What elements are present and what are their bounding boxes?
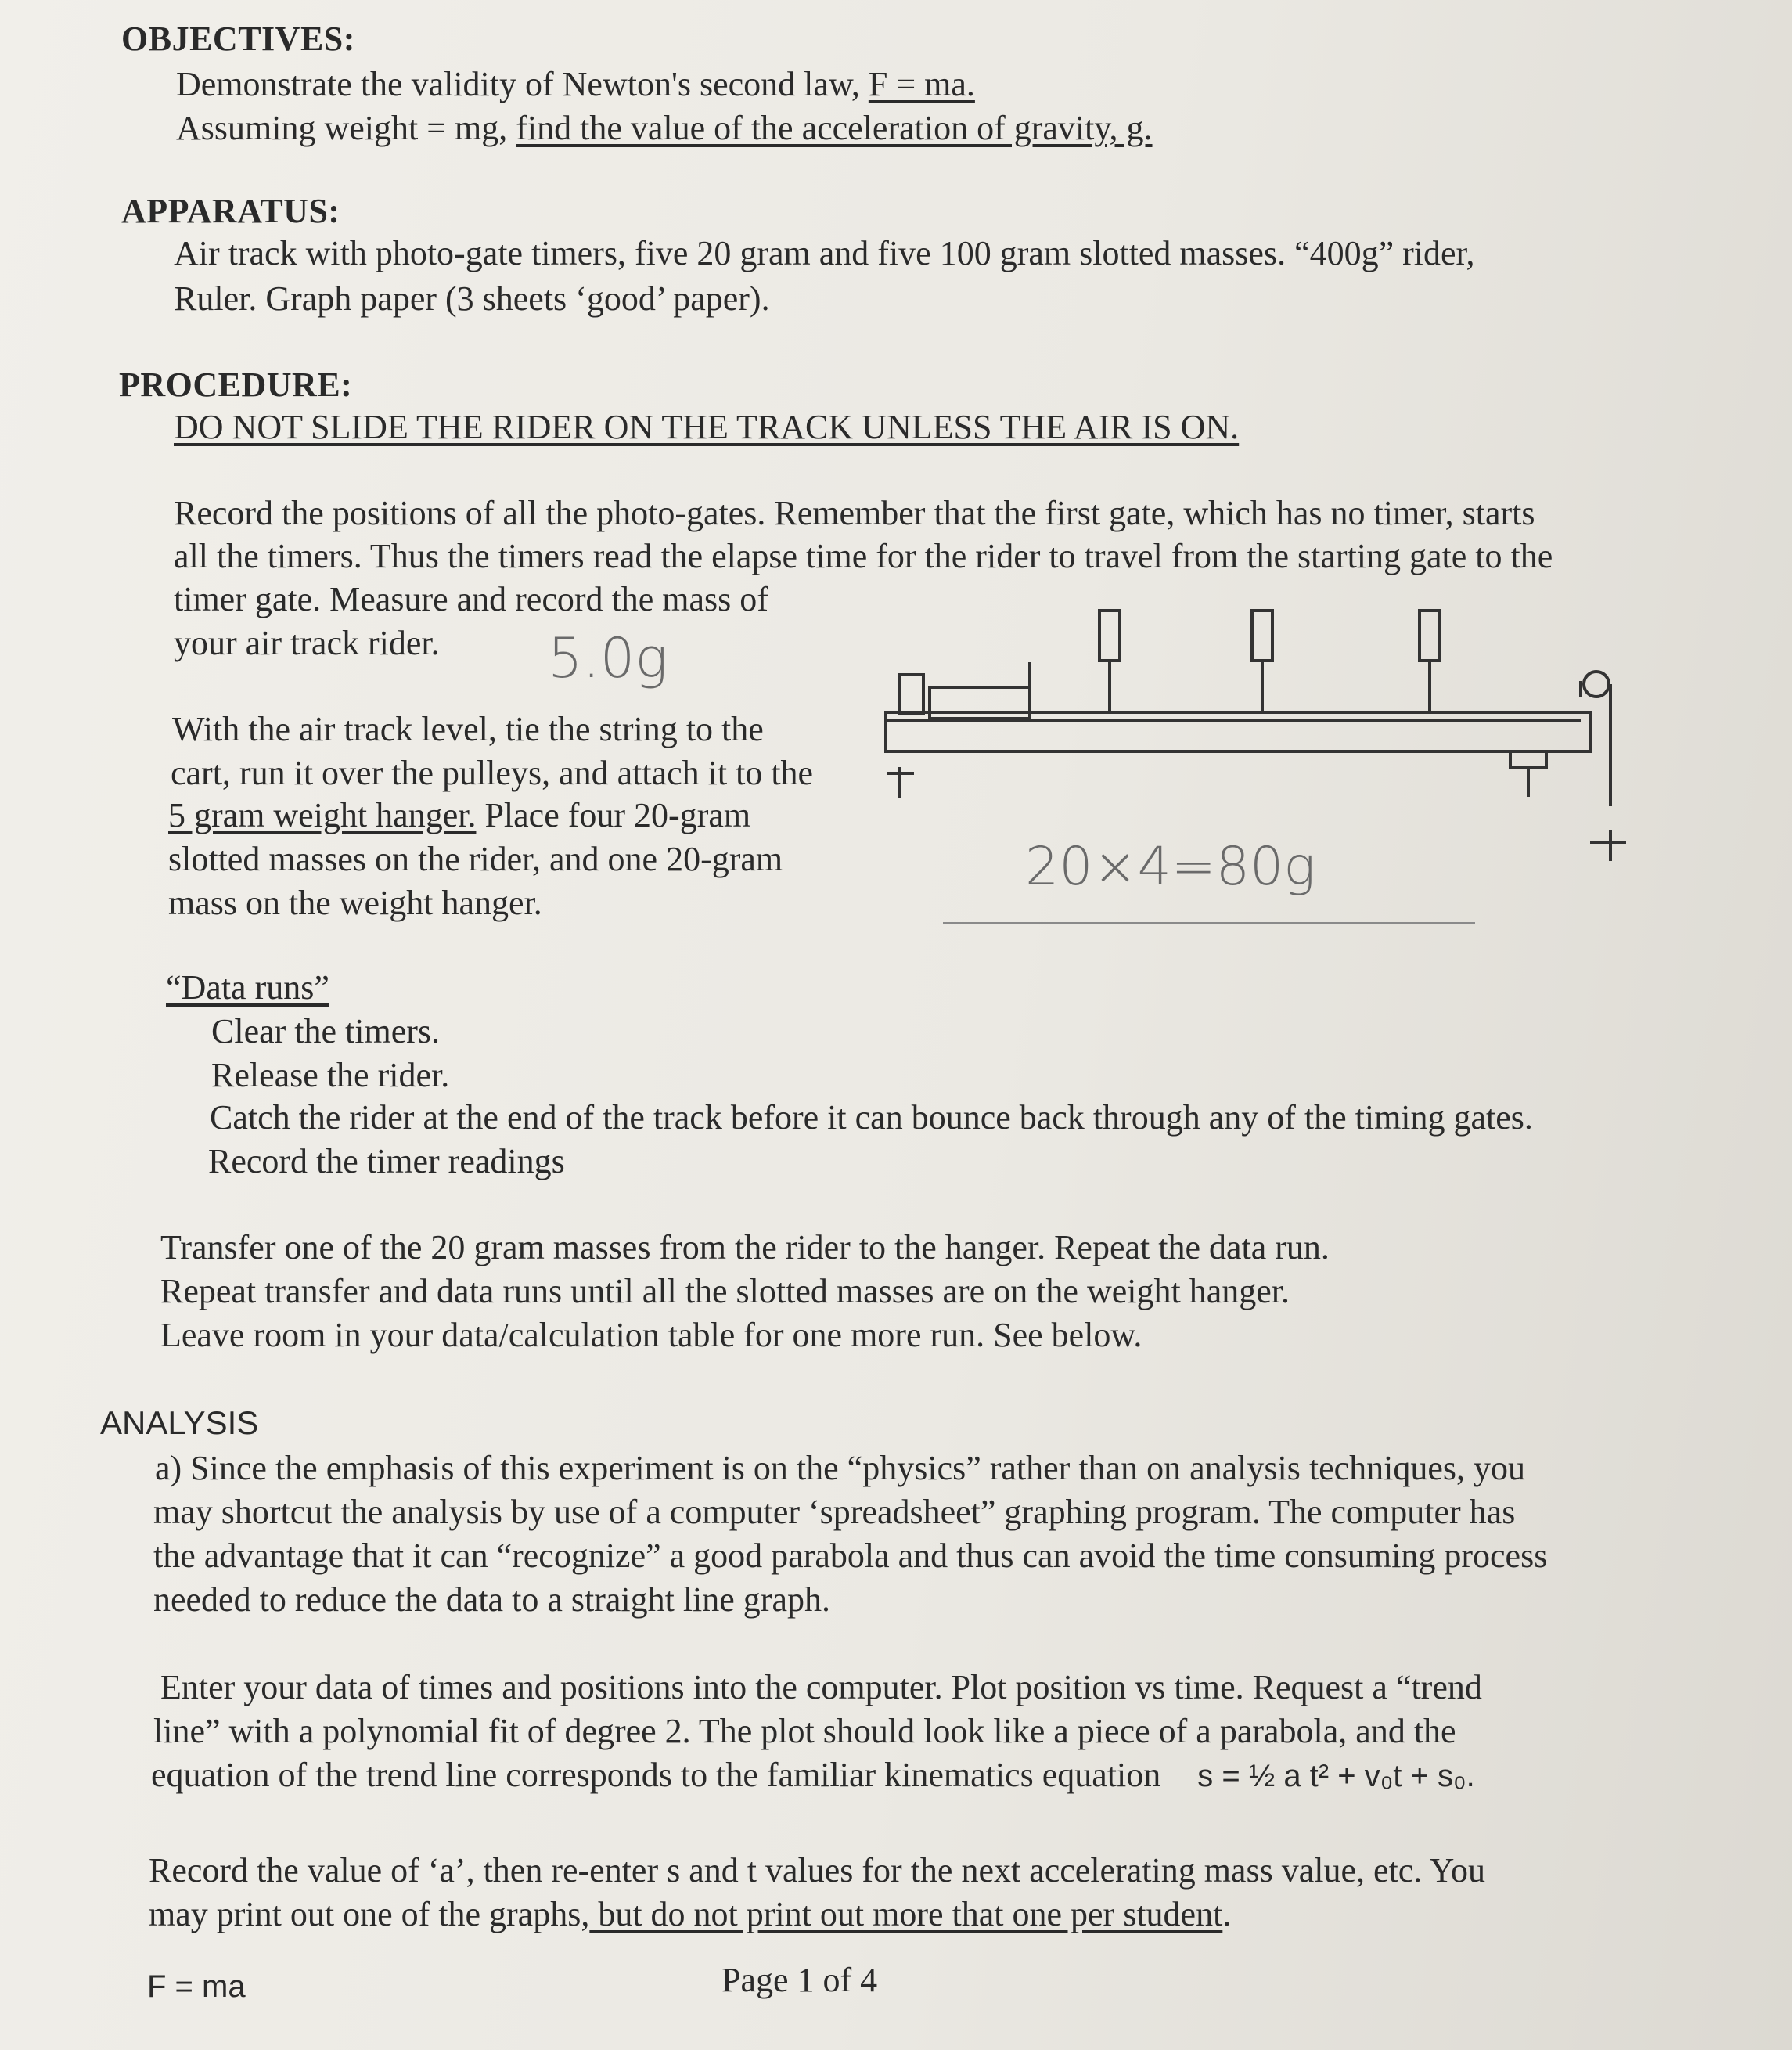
analysis-a-line-4: needed to reduce the data to a straight line graph. [153,1580,830,1619]
transfer-line-2: Repeat transfer and data runs until all the slotted masses are on the weight hanger. [160,1272,1290,1310]
procedure-p2-line1: With the air track level, tie the string to the [172,710,764,748]
apparatus-line1: Air track with photo-gate timers, five 20 gram and five 100 gram slotted masses. “400g” rider, [174,234,1475,272]
data-runs-step-3: Catch the rider at the end of the track before it can bounce back through any of the timing gates. [210,1098,1533,1137]
print-limit-note: but do not print out more that one per student [589,1895,1223,1933]
procedure-p1-line1: Record the positions of all the photo-gates. Remember that the first gate, which has no timer, starts [174,494,1535,532]
analysis-record-line-2-text: may print out one of the graphs, [149,1895,590,1933]
kinematics-equation: s = ½ a t² + v₀t + s₀. [1197,1759,1475,1793]
page-number: Page 1 of 4 [721,1961,878,1999]
photogate-3 [1420,611,1440,661]
procedure-p2-line2: cart, run it over the pulleys, and attach it to the [171,754,814,792]
objectives-line1-text: Demonstrate the validity of Newton's second law, [176,65,869,103]
procedure-p2-line3 [168,795,750,835]
analysis-enter-line-3-text: equation of the trend line corresponds to the familiar kinematics equation [151,1756,1161,1794]
data-runs-title: “Data runs” [166,968,329,1007]
analysis-heading: ANALYSIS [100,1404,259,1441]
procedure-p1-line4: your air track rider. [174,624,440,662]
photogate-1 [1099,611,1120,661]
analysis-record-line-2-end: . [1222,1895,1232,1933]
apparatus-line2: Ruler. Graph paper (3 sheets ‘good’ paper). [174,279,770,318]
handwritten-rider-mass: 5.0g [548,626,668,690]
handwritten-underline [943,922,1475,924]
procedure-heading: PROCEDURE: [119,366,353,404]
air-track-diagram [876,603,1628,806]
analysis-a-line-2: may shortcut the analysis by use of a computer ‘spreadsheet” graphing program. The computer has [153,1493,1516,1531]
apparatus-heading: APPARATUS: [121,192,340,230]
analysis-record-line-2 [149,1894,1231,1934]
newton-equation: F = ma. [868,65,975,103]
analysis-a-line-3: the advantage that it can “recognize” a good parabola and thus can avoid the time consuming process [153,1537,1548,1575]
photogate-2 [1252,611,1272,661]
procedure-p2-line3-rest: Place four 20-gram [476,796,751,834]
data-runs-step-2: Release the rider. [211,1056,450,1094]
transfer-line-1: Transfer one of the 20 gram masses from the rider to the hanger. Repeat the data run. [160,1228,1330,1266]
analysis-record-line-1: Record the value of ‘a’, then re-enter s and t values for the next accelerating mass value, etc. You [149,1851,1486,1890]
objectives-line2 [176,108,1153,148]
objectives-heading: OBJECTIVES: [121,20,355,58]
safety-warning: DO NOT SLIDE THE RIDER ON THE TRACK UNLESS THE AIR IS ON. [174,408,1240,446]
pulley [1584,672,1609,697]
procedure-p1-line2: all the timers. Thus the timers read the elapse time for the rider to travel from the starting gate to the [174,537,1553,575]
procedure-p2-line5: mass on the weight hanger. [168,884,542,922]
procedure-p1-line3: timer gate. Measure and record the mass of [174,580,768,618]
objectives-line2-text: Assuming weight = mg, [176,109,516,147]
data-runs-step-1: Clear the timers. [211,1012,441,1050]
objectives-line1 [176,64,975,104]
analysis-enter-line-3 [151,1755,1475,1795]
objectives-goal: find the value of the acceleration of gravity, g. [516,109,1153,147]
weight-hanger [1581,830,1628,861]
handwritten-mass-calc: 20×4=80g [1025,836,1316,898]
analysis-enter-line-1: Enter your data of times and positions into the computer. Plot position vs time. Request a “trend [160,1668,1482,1706]
data-runs-step-4: Record the timer readings [208,1142,565,1180]
analysis-enter-line-2: line” with a polynomial fit of degree 2. The plot should look like a piece of a parabola, and the [153,1712,1456,1750]
procedure-p2-line4: slotted masses on the rider, and one 20-gram [168,840,783,878]
footer-title: F = ma [147,1969,246,2004]
weight-hanger-ref: 5 gram weight hanger. [168,796,477,834]
transfer-line-3: Leave room in your data/calculation table for one more run. See below. [160,1316,1142,1354]
analysis-a-line-1: a) Since the emphasis of this experiment is on the “physics” rather than on analysis techniques, you [155,1449,1525,1487]
